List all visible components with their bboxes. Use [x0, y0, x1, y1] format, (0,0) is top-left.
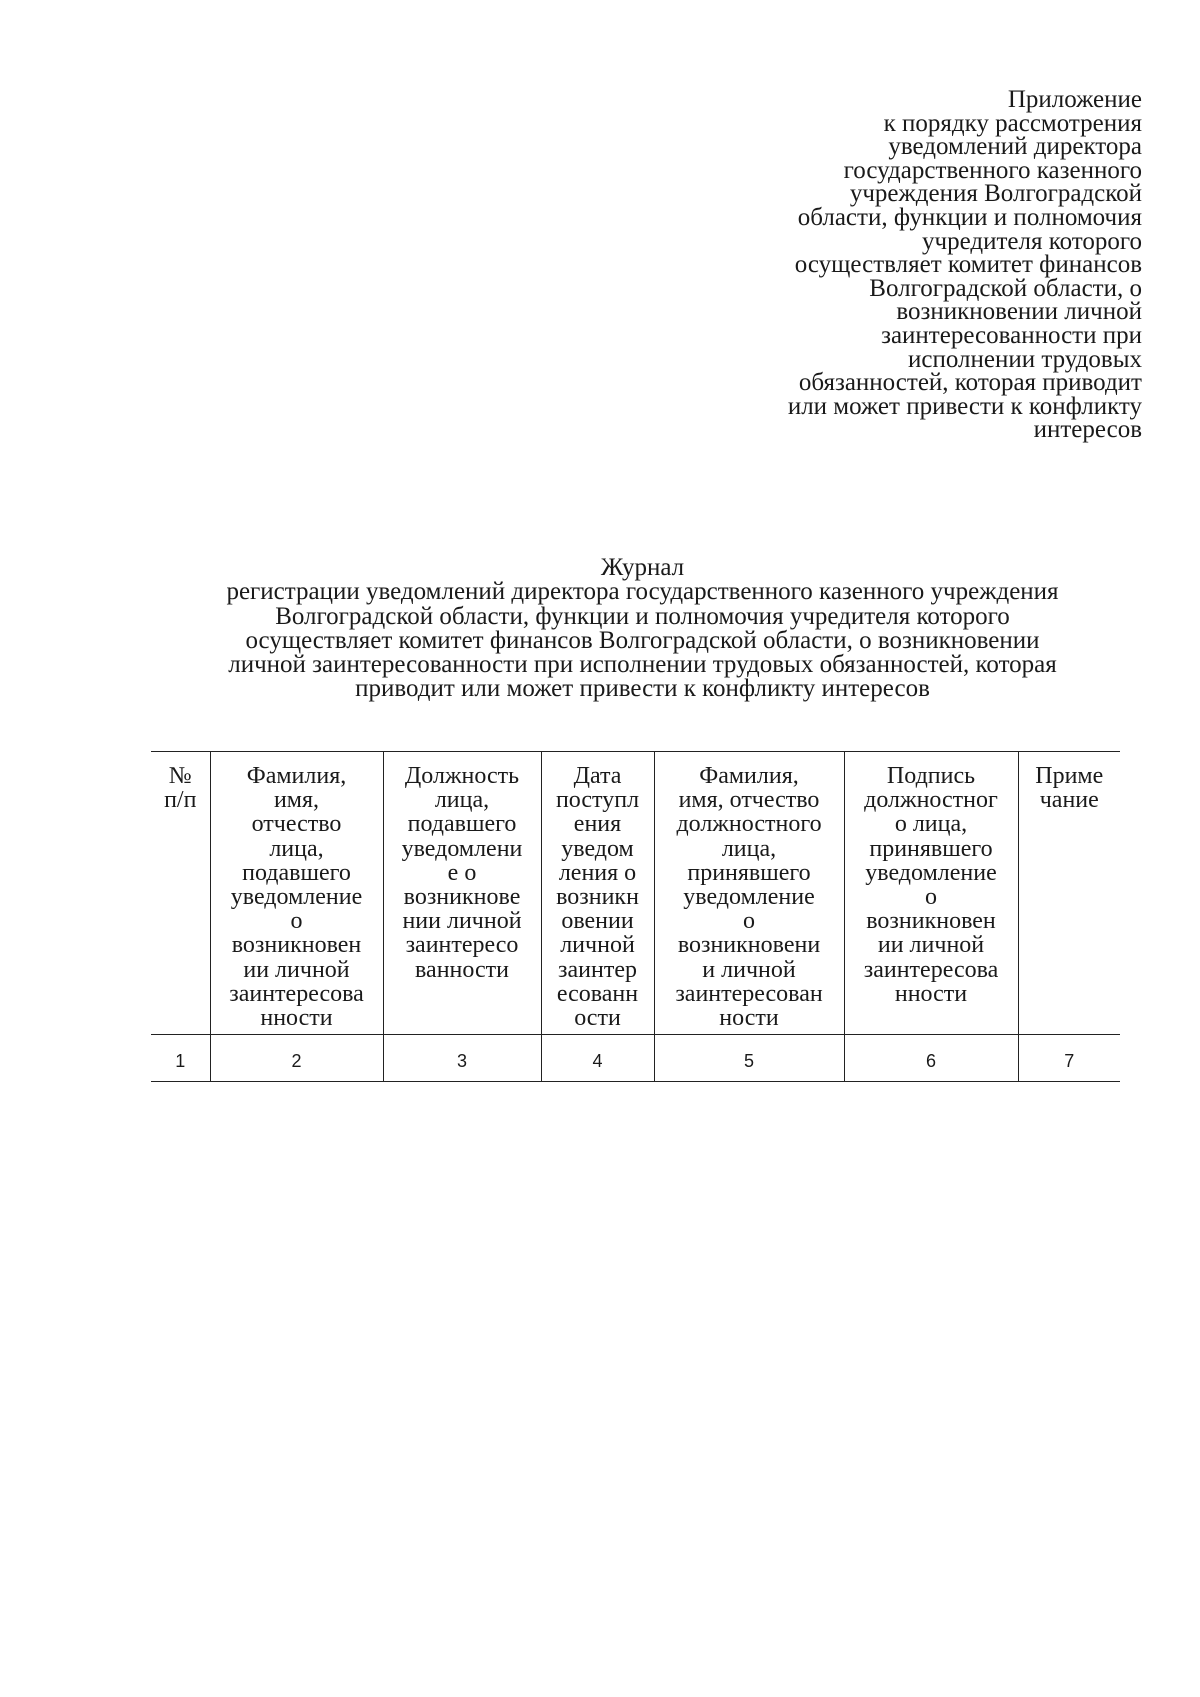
- journal-table: [151, 751, 1120, 1082]
- table-header-row: [151, 752, 1120, 1035]
- appendix-block: [582, 88, 1142, 442]
- appendix-line: осуществляет комитет финансов: [794, 251, 1142, 279]
- header-col-applicant-name: Фамилия, имя, отчество лица, подавшего уведомление о возникновен ии личной заинтересова нности: [210, 752, 383, 1035]
- header-col-receipt-date: Дата поступл ения уведом ления о возникн овении личной заинтер есованн ости: [541, 752, 654, 1035]
- journal-subtitle-line: регистрации уведомлений директора государственного казенного учреждения: [226, 578, 1059, 606]
- column-number-cell: 3: [383, 1035, 541, 1082]
- column-number-cell: 7: [1018, 1035, 1120, 1082]
- header-col-number: № п/п: [151, 752, 210, 1035]
- header-col-receiver-signature: Подпись должностног о лица, принявшего уведомление о возникновен ии личной заинтересова нности: [844, 752, 1018, 1035]
- journal-title: Журнал: [600, 554, 685, 581]
- appendix-line: учредителя которого: [922, 227, 1142, 255]
- column-number-cell: 2: [210, 1035, 383, 1082]
- appendix-line: обязанностей, которая приводит: [798, 369, 1142, 397]
- journal-subtitle-line: осуществляет комитет финансов Волгоградской области, о возникновении: [245, 626, 1040, 654]
- appendix-line: Волгоградской области, о: [869, 274, 1142, 302]
- header-col-note: Приме чание: [1018, 752, 1120, 1035]
- appendix-line: интересов: [1033, 416, 1142, 444]
- appendix-line: уведомлений директора: [888, 133, 1142, 161]
- appendix-line: государственного казенного: [843, 156, 1142, 184]
- appendix-line: Приложение: [1007, 86, 1142, 113]
- appendix-line: или может привести к конфликту: [787, 392, 1142, 420]
- appendix-line: исполнении трудовых: [907, 345, 1142, 373]
- column-number-cell: 4: [541, 1035, 654, 1082]
- appendix-line: учреждения Волгоградской: [849, 180, 1142, 208]
- column-number-row: [151, 1035, 1120, 1082]
- journal-heading: [150, 556, 1135, 702]
- header-col-applicant-position: Должность лица, подавшего уведомлени е о возникнове нии личной заинтересо ванности: [383, 752, 541, 1035]
- journal-subtitle-line: Волгоградской области, функции и полномочия учредителя которого: [275, 602, 1010, 630]
- column-number-cell: 5: [654, 1035, 844, 1082]
- header-col-receiver-name: Фамилия, имя, отчество должностного лица, принявшего уведомление о возникновени и личной заинтересован ности: [654, 752, 844, 1035]
- journal-subtitle-line: приводит или может привести к конфликту интересов: [355, 675, 930, 703]
- appendix-line: области, функции и полномочия: [797, 203, 1142, 231]
- appendix-line: возникновении личной: [896, 298, 1142, 326]
- journal-subtitle-line: личной заинтересованности при исполнении трудовых обязанностей, которая: [228, 651, 1057, 679]
- appendix-line: к порядку рассмотрения: [883, 109, 1142, 137]
- appendix-line: заинтересованности при: [881, 321, 1142, 349]
- column-number-cell: 1: [151, 1035, 210, 1082]
- column-number-cell: 6: [844, 1035, 1018, 1082]
